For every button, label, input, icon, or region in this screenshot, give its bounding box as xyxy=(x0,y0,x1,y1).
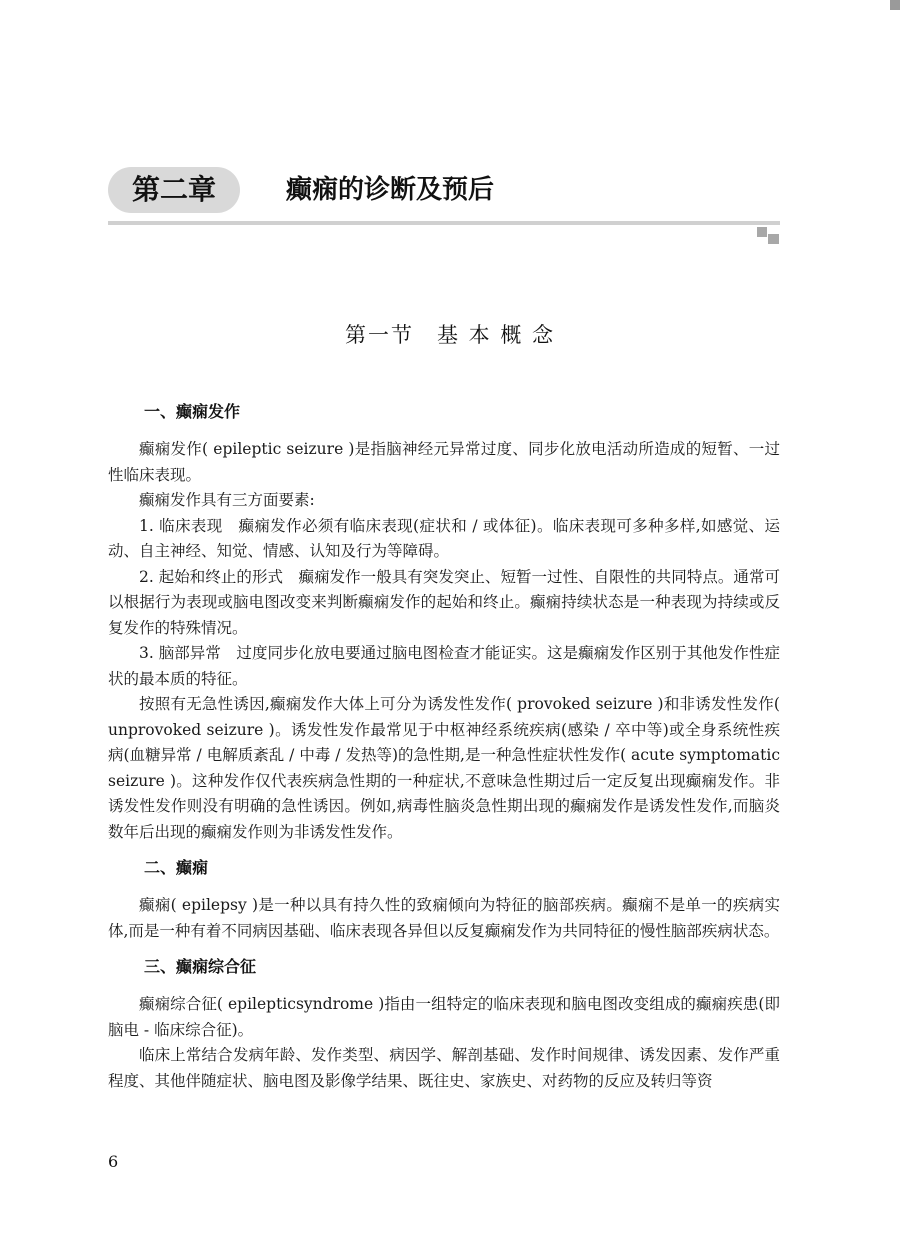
decorative-square xyxy=(768,234,779,244)
paragraph: 癫痫发作( epileptic seizure )是指脑神经元异常过度、同步化放电活动所造成的短暂、一过性临床表现。 xyxy=(108,440,780,484)
chapter-title: 癫痫的诊断及预后 xyxy=(286,175,495,205)
page-number: 6 xyxy=(108,1152,119,1171)
subheading-epilepsy: 二、癫痫 xyxy=(144,858,209,877)
paragraph: 1. 临床表现 癫痫发作必须有临床表现(症状和 / 或体征)。临床表现可多种多样,如感觉、运动、自主神经、知觉、情感、认知及行为等障碍。 xyxy=(108,516,780,560)
paragraph: 2. 起始和终止的形式 癫痫发作一般具有突发突止、短暂一过性、自限性的共同特点。通常可以根据行为表现或脑电图改变来判断癫痫发作的起始和终止。癫痫持续状态是一种表现为持续或反复发作的特殊情况。 xyxy=(108,567,780,637)
paragraph: 癫痫发作具有三方面要素: xyxy=(139,491,315,509)
paragraph: 临床上常结合发病年龄、发作类型、病因学、解剖基础、发作时间规律、诱发因素、发作严重程度、其他伴随症状、脑电图及影像学结果、既往史、家族史、对药物的反应及转归等资 xyxy=(108,1046,780,1090)
paragraph: 癫痫综合征( epilepticsyndrome )指由一组特定的临床表现和脑电图改变组成的癫痫疾患(即脑电 - 临床综合征)。 xyxy=(108,995,780,1039)
decorative-square xyxy=(757,227,767,237)
subheading-syndrome: 三、癫痫综合征 xyxy=(144,957,257,976)
paragraph: 3. 脑部异常 过度同步化放电要通过脑电图检查才能证实。这是癫痫发作区别于其他发作性症状的最本质的特征。 xyxy=(108,644,780,688)
body-text xyxy=(108,397,780,1094)
section-title: 第一节 基 本 概 念 xyxy=(344,323,556,347)
subheading-seizure: 一、癫痫发作 xyxy=(144,402,241,421)
chapter-divider xyxy=(108,221,780,225)
corner-mark xyxy=(890,0,900,10)
paragraph: 癫痫( epilepsy )是一种以具有持久性的致痫倾向为特征的脑部疾病。癫痫不是单一的疾病实体,而是一种有着不同病因基础、临床表现各异但以反复癫痫发作为共同特征的慢性脑部疾病状态。 xyxy=(108,896,780,940)
chapter-label: 第二章 xyxy=(108,167,240,213)
paragraph: 按照有无急性诱因,癫痫发作大体上可分为诱发性发作( provoked seizure )和非诱发性发作( unprovoked seizure )。诱发性发作最常见于中枢神经系统疾病(感染 / 卒中等)或全身系统性疾病(血糖异常 / 电解质紊乱 / 中毒 / 发热等)的急性期,是一种急性症状性发作( acute symptomatic seizure )。这种发作仅代表疾病急性期的一种症状,不意味急性期过后一定反复出现癫痫发作。非诱发性发作则没有明确的急性诱因。例如,病毒性脑炎急性期出现的癫痫发作是诱发性发作,而脑炎数年后出现的癫痫发作则为非诱发性发作。 xyxy=(108,695,781,841)
